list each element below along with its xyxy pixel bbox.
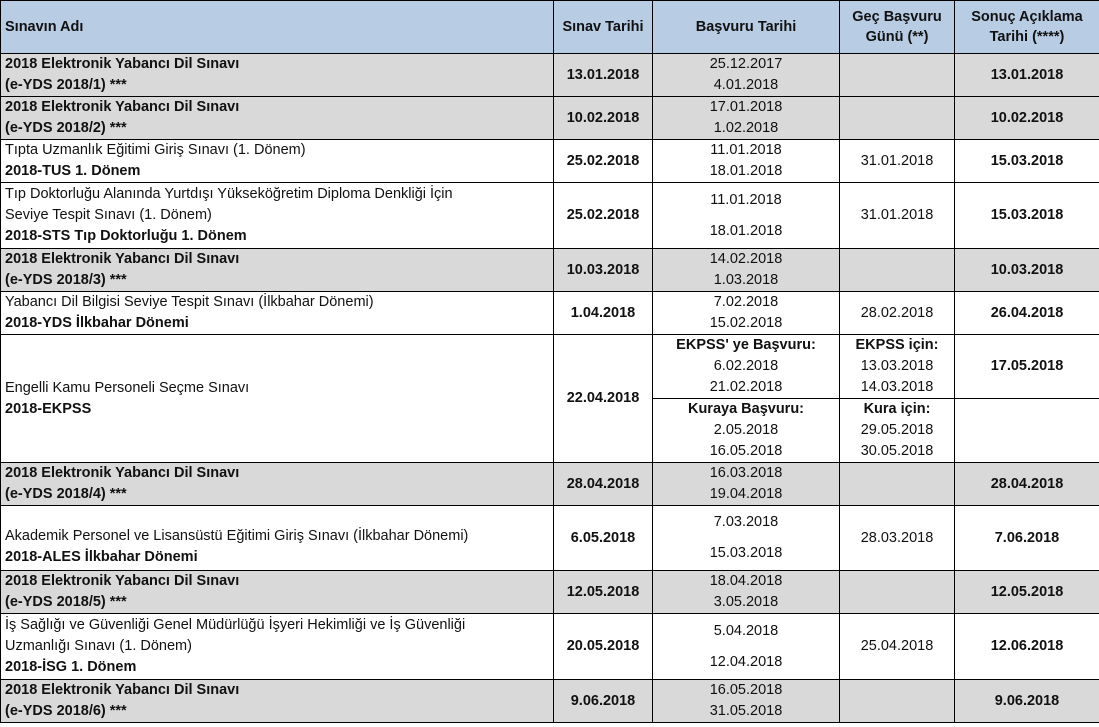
application-start: 16.03.2018: [709, 465, 783, 481]
application-end: 1.02.2018: [713, 120, 779, 136]
spacer: [657, 642, 835, 652]
exam-name-cell: [1, 335, 554, 463]
table-row: [1, 335, 1099, 399]
exam-date-cell: 12.05.2018: [554, 571, 653, 614]
application-end: 31.05.2018: [709, 703, 783, 719]
exam-name-line2: (e-YDS 2018/5) ***: [5, 594, 127, 610]
application-start: 6.02.2018: [713, 358, 779, 374]
result-date-cell: 15.03.2018: [955, 183, 1099, 249]
result-date-cell: 17.05.2018: [955, 335, 1099, 399]
exam-date-cell: 22.04.2018: [554, 335, 653, 463]
table-row: [1, 614, 1099, 680]
result-date-cell: 15.03.2018: [955, 140, 1099, 183]
header-exam-name: Sınavın Adı: [1, 1, 554, 54]
table-row: [1, 54, 1099, 97]
spacer: [657, 211, 835, 221]
table-row: [1, 571, 1099, 614]
exam-name-line1: 2018 Elektronik Yabancı Dil Sınavı: [5, 465, 240, 481]
exam-name-cell: [1, 506, 554, 571]
late-application-cell: 31.01.2018: [840, 183, 955, 249]
kura-application-cell: [653, 399, 840, 463]
application-date-cell: [653, 506, 840, 571]
exam-name-line1: Akademik Personel ve Lisansüstü Eğitimi Giriş Sınavı (İlkbahar Dönemi): [5, 528, 469, 544]
exam-name-line2: 2018-EKPSS: [5, 400, 92, 417]
exam-date-cell: 25.02.2018: [554, 140, 653, 183]
application-date-cell: [653, 292, 840, 335]
exam-name-line1: 2018 Elektronik Yabancı Dil Sınavı: [5, 682, 240, 698]
table-row: [1, 292, 1099, 335]
exam-name-cell: [1, 614, 554, 680]
header-application-date: Başvuru Tarihi: [653, 1, 840, 54]
late-application-cell: 25.04.2018: [840, 614, 955, 680]
exam-name-cell: [1, 571, 554, 614]
late-application-cell: 28.02.2018: [840, 292, 955, 335]
late-application-cell: 28.03.2018: [840, 506, 955, 571]
exam-name-line1: Engelli Kamu Personeli Seçme Sınavı: [5, 379, 250, 396]
exam-date-cell: 1.04.2018: [554, 292, 653, 335]
header-result-line1: Sonuç Açıklama: [971, 9, 1083, 25]
table-row: [1, 463, 1099, 506]
application-end: 21.02.2018: [709, 379, 783, 395]
header-late-line1: Geç Başvuru: [852, 9, 942, 25]
application-start: 11.01.2018: [710, 191, 782, 208]
header-late-application: [840, 1, 955, 54]
exam-date-cell: 13.01.2018: [554, 54, 653, 97]
application-end: 18.01.2018: [709, 222, 783, 239]
late-application-cell: [840, 97, 955, 140]
table-row: [1, 97, 1099, 140]
exam-name-line2: 2018-İSG 1. Dönem: [5, 659, 137, 675]
exam-name-line1: İş Sağlığı ve Güvenliği Genel Müdürlüğü İşyeri Hekimliği ve İş Güvenliği: [5, 617, 466, 633]
exam-name-line1: 2018 Elektronik Yabancı Dil Sınavı: [5, 573, 240, 589]
application-end: 15.02.2018: [709, 315, 783, 331]
exam-name-cell: [1, 249, 554, 292]
late-application-cell: 31.01.2018: [840, 140, 955, 183]
exam-name-cell: [1, 463, 554, 506]
table-row: [1, 249, 1099, 292]
header-result-line2: Tarihi (****): [989, 29, 1065, 45]
application-date-cell: [653, 54, 840, 97]
late-application-cell: [840, 571, 955, 614]
result-date-cell: 10.03.2018: [955, 249, 1099, 292]
application-date-cell: [653, 183, 840, 249]
application-end: 1.03.2018: [713, 272, 779, 288]
spacer: [657, 533, 835, 543]
application-end: 15.03.2018: [709, 545, 783, 561]
late-application-cell: [840, 54, 955, 97]
exam-name-line2: (e-YDS 2018/1) ***: [5, 77, 127, 93]
exam-name-line1: Tıpta Uzmanlık Eğitimi Giriş Sınavı (1. Dönem): [5, 142, 306, 158]
ekpss-late-title: EKPSS için:: [855, 337, 939, 353]
application-end: 12.04.2018: [709, 653, 783, 670]
exam-name-line2: (e-YDS 2018/6) ***: [5, 703, 127, 719]
application-end: 19.04.2018: [709, 486, 783, 502]
application-end: 16.05.2018: [709, 443, 783, 459]
application-start: 2.05.2018: [713, 422, 779, 438]
result-date-cell: 26.04.2018: [955, 292, 1099, 335]
application-start: 25.12.2017: [709, 56, 783, 72]
result-date-cell: 12.06.2018: [955, 614, 1099, 680]
late-application-cell: [840, 249, 955, 292]
application-start: 18.04.2018: [709, 573, 783, 589]
exam-name-cell: [1, 97, 554, 140]
application-start: 5.04.2018: [713, 622, 779, 639]
exam-date-cell: 10.02.2018: [554, 97, 653, 140]
exam-date-cell: 10.03.2018: [554, 249, 653, 292]
late-end: 14.03.2018: [860, 379, 934, 395]
exam-date-cell: 9.06.2018: [554, 680, 653, 723]
result-date-cell: 7.06.2018: [955, 506, 1099, 571]
exam-name-line1: Tıp Doktorluğu Alanında Yurtdışı Yükseköğretim Diploma Denkliği İçin: [5, 186, 453, 202]
exam-name-line1: Yabancı Dil Bilgisi Seviye Tespit Sınavı (İlkbahar Dönemi): [5, 294, 374, 310]
exam-name-line2: 2018-ALES İlkbahar Dönemi: [5, 549, 198, 565]
exam-name-cell: [1, 183, 554, 249]
application-end: 3.05.2018: [713, 594, 779, 610]
exam-name-cell: [1, 140, 554, 183]
application-start: 11.01.2018: [710, 142, 782, 158]
table-row: [1, 680, 1099, 723]
table-header-row: [1, 1, 1099, 54]
result-date-cell: 10.02.2018: [955, 97, 1099, 140]
exam-name-line1: 2018 Elektronik Yabancı Dil Sınavı: [5, 99, 240, 115]
application-start: 7.02.2018: [713, 294, 779, 310]
exam-name-cell: [1, 292, 554, 335]
application-date-cell: [653, 463, 840, 506]
ekpss-application-title: EKPSS' ye Başvuru:: [676, 337, 816, 353]
exam-name-line1b: Seviye Tespit Sınavı (1. Dönem): [5, 207, 212, 223]
application-date-cell: [653, 249, 840, 292]
result-date-cell: 9.06.2018: [955, 680, 1099, 723]
late-start: 13.03.2018: [860, 358, 934, 374]
exam-date-cell: 20.05.2018: [554, 614, 653, 680]
result-date-cell-empty: [955, 399, 1099, 463]
exam-name-cell: [1, 680, 554, 723]
result-date-cell: 28.04.2018: [955, 463, 1099, 506]
result-date-cell: 13.01.2018: [955, 54, 1099, 97]
exam-date-cell: 6.05.2018: [554, 506, 653, 571]
table-row: [1, 140, 1099, 183]
application-date-cell: [653, 97, 840, 140]
application-date-cell: [653, 680, 840, 723]
application-end: 18.01.2018: [709, 163, 783, 179]
application-date-cell: [653, 140, 840, 183]
exam-name-line1: 2018 Elektronik Yabancı Dil Sınavı: [5, 251, 240, 267]
header-exam-date: Sınav Tarihi: [554, 1, 653, 54]
application-date-cell: [653, 614, 840, 680]
application-start: 17.01.2018: [709, 99, 783, 115]
exam-name-line2: 2018-STS Tıp Doktorluğu 1. Dönem: [5, 228, 247, 244]
late-application-cell: [840, 680, 955, 723]
kura-application-title: Kuraya Başvuru:: [687, 401, 805, 417]
application-date-cell: [653, 571, 840, 614]
application-start: 7.03.2018: [713, 514, 779, 530]
late-application-cell: [840, 463, 955, 506]
late-start: 29.05.2018: [860, 422, 934, 438]
application-start: 16.05.2018: [709, 682, 783, 698]
kura-late-title: Kura için:: [863, 401, 931, 417]
exam-name-line2: 2018-YDS İlkbahar Dönemi: [5, 315, 189, 331]
table-row: [1, 183, 1099, 249]
exam-name-line1b: Uzmanlığı Sınavı (1. Dönem): [5, 638, 192, 654]
header-result-date: [955, 1, 1099, 54]
header-late-line2: Günü (**): [865, 29, 929, 45]
table-row: [1, 506, 1099, 571]
application-end: 4.01.2018: [713, 77, 779, 93]
result-date-cell: 12.05.2018: [955, 571, 1099, 614]
ekpss-late-cell: [840, 335, 955, 399]
late-end: 30.05.2018: [860, 443, 934, 459]
ekpss-application-cell: [653, 335, 840, 399]
exam-name-line2: 2018-TUS 1. Dönem: [5, 163, 141, 179]
exam-name-line2: (e-YDS 2018/3) ***: [5, 272, 127, 288]
exam-name-line1: 2018 Elektronik Yabancı Dil Sınavı: [5, 56, 240, 72]
application-start: 14.02.2018: [709, 251, 783, 267]
exam-name-cell: [1, 54, 554, 97]
exam-name-line2: (e-YDS 2018/4) ***: [5, 486, 127, 502]
exam-date-cell: 25.02.2018: [554, 183, 653, 249]
exam-date-cell: 28.04.2018: [554, 463, 653, 506]
kura-late-cell: [840, 399, 955, 463]
exam-name-line2: (e-YDS 2018/2) ***: [5, 120, 127, 136]
